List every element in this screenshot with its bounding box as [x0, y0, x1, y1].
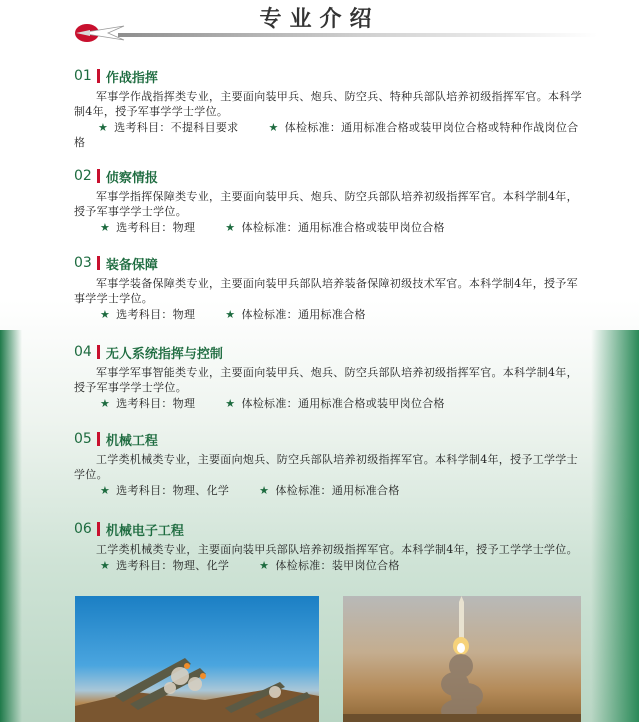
star-icon: ★ [225, 397, 236, 410]
section-number: 06 [74, 521, 92, 537]
section-heading [74, 166, 586, 186]
major-section-04 [74, 342, 586, 411]
star-icon: ★ [100, 308, 111, 321]
major-section-06 [74, 519, 586, 573]
section-number: 05 [74, 431, 92, 447]
section-description: 工学类机械类专业，主要面向炮兵、防空兵部队培养初级指挥军官。本科学制4年，授予工学学士学位。 [74, 453, 578, 481]
physical-label: 体检标准： [284, 121, 342, 134]
section-requirements [74, 396, 586, 411]
section-heading [74, 342, 586, 362]
section-description: 军事学军事智能类专业，主要面向装甲兵、炮兵、防空兵部队培养初级指挥军官。本科学制4年，授予军事学学士学位。 [74, 366, 578, 394]
physical-value: 通用标准合格 [297, 308, 366, 321]
subjects-value: 物理 [172, 397, 196, 410]
section-title: 机械电子工程 [105, 523, 184, 539]
title-underline [118, 33, 598, 37]
section-title: 装备保障 [105, 257, 158, 273]
subjects-value: 物理、化学 [172, 559, 230, 572]
section-divider [97, 345, 100, 359]
section-title: 侦察情报 [105, 170, 158, 186]
physical-label: 体检标准： [241, 397, 298, 410]
physical-label: 体检标准： [275, 484, 332, 497]
section-requirements [74, 307, 586, 322]
section-title: 机械工程 [105, 433, 158, 449]
section-title: 无人系统指挥与控制 [105, 346, 223, 362]
physical-value: 通用标准合格或装甲岗位合格 [297, 397, 445, 410]
section-title: 作战指挥 [105, 70, 158, 86]
star-icon: ★ [225, 221, 236, 234]
star-icon: ★ [100, 559, 111, 572]
page-title: 专业介绍 [259, 7, 380, 32]
major-section-03 [74, 253, 586, 322]
star-icon: ★ [268, 121, 279, 134]
section-divider [97, 169, 100, 183]
section-requirements [74, 220, 586, 235]
physical-label: 体检标准： [241, 221, 298, 234]
page-header [0, 0, 639, 48]
section-requirements [74, 120, 586, 150]
missile-launch-illustration [343, 596, 581, 722]
star-icon: ★ [100, 484, 111, 497]
section-heading [74, 429, 586, 449]
major-section-05 [74, 429, 586, 498]
section-heading [74, 66, 586, 86]
star-icon: ★ [259, 559, 270, 572]
subjects-value: 物理 [172, 308, 196, 321]
physical-label: 体检标准： [275, 559, 332, 572]
subjects-label: 选考科目： [116, 559, 173, 572]
rocket-launchers-photo [75, 596, 319, 722]
physical-label: 体检标准： [241, 308, 298, 321]
star-icon: ★ [100, 221, 111, 234]
subjects-label: 选考科目： [116, 221, 173, 234]
section-divider [97, 522, 100, 536]
star-icon: ★ [259, 484, 270, 497]
physical-value: 通用标准合格或装甲岗位合格 [297, 221, 445, 234]
physical-value: 装甲岗位合格 [331, 559, 400, 572]
subjects-label: 选考科目： [116, 308, 173, 321]
section-heading [74, 519, 586, 539]
star-icon: ★ [98, 121, 109, 134]
subjects-value: 物理、化学 [172, 484, 230, 497]
subjects-value: 不提科目要求 [170, 121, 239, 134]
major-section-02 [74, 166, 586, 235]
section-description: 军事学装备保障类专业，主要面向装甲兵部队培养装备保障初级技术军官。本科学制4年，授予军事学学士学位。 [74, 277, 578, 305]
section-number: 01 [74, 68, 92, 84]
section-divider [97, 432, 100, 446]
physical-value: 通用标准合格 [331, 484, 400, 497]
section-description: 工学类机械类专业，主要面向装甲兵部队培养初级指挥军官。本科学制4年，授予工学学士学位。 [96, 543, 578, 556]
star-icon: ★ [225, 308, 236, 321]
left-green-band [0, 330, 22, 722]
physical-value: 通用标准合格或装甲岗位合格或特种作战岗位合格 [74, 121, 579, 149]
major-section-01 [74, 66, 586, 150]
section-number: 04 [74, 344, 92, 360]
subjects-label: 选考科目： [114, 121, 171, 134]
section-description: 军事学指挥保障类专业，主要面向装甲兵、炮兵、防空兵部队培养初级指挥军官。本科学制4年，授予军事学学士学位。 [74, 190, 578, 218]
section-number: 02 [74, 168, 92, 184]
section-number: 03 [74, 255, 92, 271]
section-divider [97, 69, 100, 83]
star-icon: ★ [100, 397, 111, 410]
subjects-value: 物理 [172, 221, 196, 234]
missile-launch-photo [343, 596, 581, 722]
section-divider [97, 256, 100, 270]
subjects-label: 选考科目： [116, 484, 173, 497]
section-heading [74, 253, 586, 273]
section-requirements [74, 558, 586, 573]
section-description: 军事学作战指挥类专业，主要面向装甲兵、炮兵、防空兵、特种兵部队培养初级指挥军官。本科学制4年，授予军事学学士学位。 [74, 90, 582, 118]
right-green-band [591, 330, 639, 722]
rocket-launcher-illustration [75, 596, 319, 722]
section-requirements [74, 483, 586, 498]
subjects-label: 选考科目： [116, 397, 173, 410]
